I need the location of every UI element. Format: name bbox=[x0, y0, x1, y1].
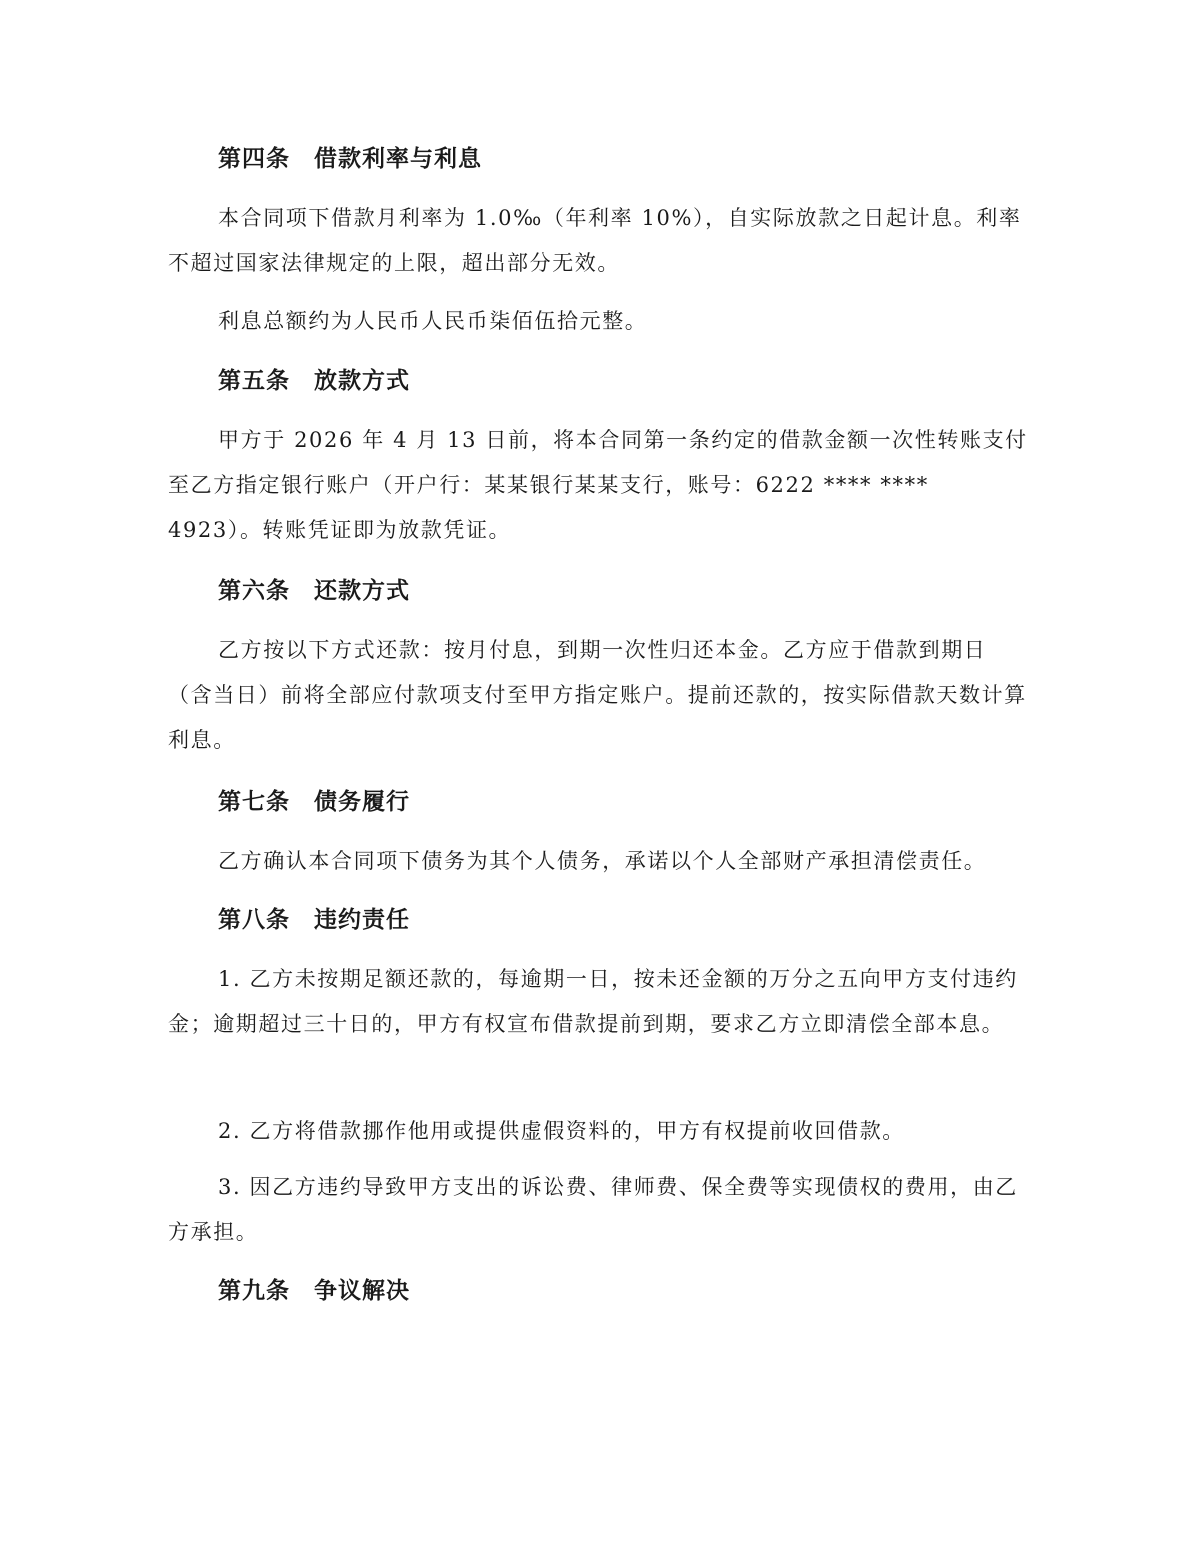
article-7-paragraph-1: 乙方确认本合同项下债务为其个人债务，承诺以个人全部财产承担清偿责任。 bbox=[218, 849, 987, 873]
article-6-heading: 第六条 还款方式 bbox=[218, 578, 410, 604]
article-8-paragraph-2: 2. 乙方将借款挪作他用或提供虚假资料的，甲方有权提前收回借款。 bbox=[218, 1119, 905, 1143]
article-8-heading: 第八条 违约责任 bbox=[218, 907, 410, 933]
article-4-heading: 第四条 借款利率与利息 bbox=[218, 146, 482, 172]
article-7-heading: 第七条 债务履行 bbox=[218, 789, 410, 815]
article-4-paragraph-2: 利息总额约为人民币人民币柒佰伍拾元整。 bbox=[218, 309, 648, 333]
article-5-heading: 第五条 放款方式 bbox=[218, 368, 410, 394]
article-8-paragraph-1: 1. 乙方未按期足额还款的，每逾期一日，按未还金额的万分之五向甲方支付违约金；逾期超过三十日的，甲方有权宣布借款提前到期，要求乙方立即清偿全部本息。 bbox=[168, 967, 1018, 1036]
article-9-heading: 第九条 争议解决 bbox=[218, 1278, 410, 1304]
article-8-paragraph-3: 3. 因乙方违约导致甲方支出的诉讼费、律师费、保全费等实现债权的费用，由乙方承担。 bbox=[168, 1175, 1018, 1244]
article-4-paragraph-1: 本合同项下借款月利率为 1.0‰（年利率 10%），自实际放款之日起计息。利率不超过国家法律规定的上限，超出部分无效。 bbox=[168, 206, 1022, 275]
article-5-paragraph-1: 甲方于 2026 年 4 月 13 日前，将本合同第一条约定的借款金额一次性转账支付至乙方指定银行账户（开户行：某某银行某某支行，账号：6222 **** **** 4923）。转账凭证即为放款凭证。 bbox=[168, 428, 1028, 542]
article-6-paragraph-1: 乙方按以下方式还款：按月付息，到期一次性归还本金。乙方应于借款到期日（含当日）前将全部应付款项支付至甲方指定账户。提前还款的，按实际借款天数计算利息。 bbox=[168, 638, 1027, 752]
